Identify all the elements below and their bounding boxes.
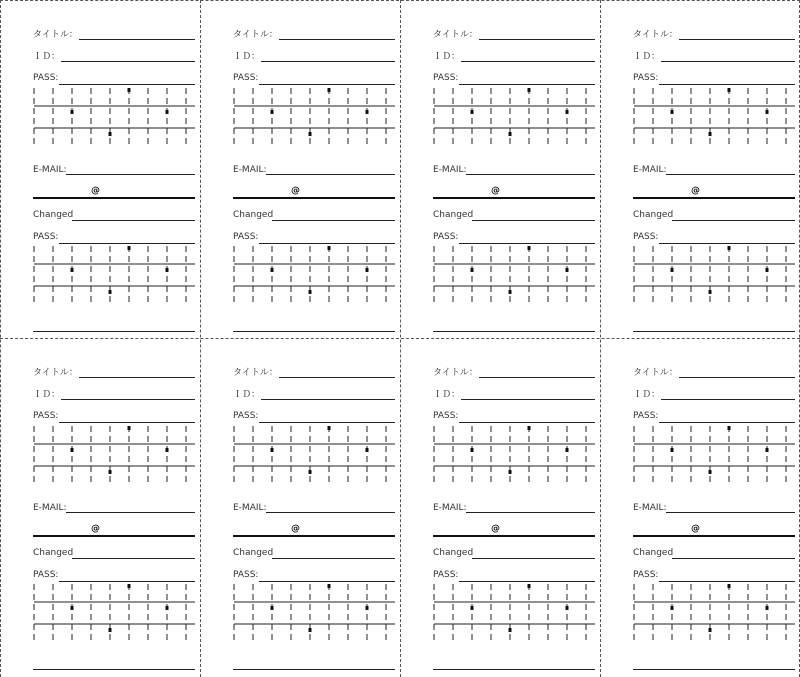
memo-card	[200, 338, 399, 675]
pass-label-2: PASS:	[233, 570, 259, 580]
at-sign: @	[91, 186, 100, 196]
grid-marker	[271, 268, 274, 272]
pass-label: PASS:	[233, 73, 259, 83]
note-line[interactable]	[233, 669, 395, 670]
id-field[interactable]	[661, 61, 795, 62]
email-field[interactable]	[266, 174, 395, 175]
email-label: E-MAIL:	[433, 165, 467, 175]
grid-marker	[166, 268, 169, 272]
note-line[interactable]	[633, 331, 795, 332]
title-field[interactable]	[79, 39, 195, 40]
pass-label-2: PASS:	[633, 232, 659, 242]
at-sign: @	[291, 524, 300, 534]
grid-marker	[528, 584, 531, 588]
grid-marker	[709, 470, 712, 474]
grid-marker	[528, 246, 531, 250]
pass-label: PASS:	[33, 411, 59, 421]
grid-marker	[528, 426, 531, 430]
grid-marker	[271, 110, 274, 114]
title-field[interactable]	[679, 39, 795, 40]
grid-marker	[766, 606, 769, 610]
grid-marker	[328, 88, 331, 92]
email-rule[interactable]	[33, 197, 195, 199]
grid-marker	[528, 88, 531, 92]
grid-marker	[166, 606, 169, 610]
changed-field[interactable]	[472, 558, 595, 559]
grid-marker	[309, 628, 312, 632]
grid-marker	[509, 290, 512, 294]
email-label: E-MAIL:	[433, 503, 467, 513]
memo-card	[600, 338, 799, 675]
grid-marker	[766, 448, 769, 452]
pass-label: PASS:	[633, 73, 659, 83]
grid-marker	[366, 268, 369, 272]
email-rule[interactable]	[633, 197, 795, 199]
email-label: E-MAIL:	[33, 165, 67, 175]
changed-label: Changed	[433, 548, 474, 558]
id-label: ＩＤ：	[233, 52, 261, 62]
memo-card	[600, 0, 799, 337]
cut-line-horizontal	[0, 338, 800, 339]
id-label: ＩＤ：	[433, 390, 461, 400]
memo-card	[0, 0, 199, 337]
grid-marker	[109, 628, 112, 632]
grid-marker	[709, 132, 712, 136]
changed-label: Changed	[33, 548, 74, 558]
note-line[interactable]	[433, 669, 595, 670]
changed-label: Changed	[33, 210, 74, 220]
grid-marker	[671, 448, 674, 452]
id-label: ＩＤ：	[633, 52, 661, 62]
grid-marker	[671, 110, 674, 114]
changed-field[interactable]	[272, 220, 395, 221]
changed-field[interactable]	[272, 558, 395, 559]
password-grid	[0, 86, 199, 150]
email-rule[interactable]	[633, 535, 795, 537]
at-sign: @	[691, 524, 700, 534]
title-label: タイトル：	[633, 368, 678, 378]
note-line[interactable]	[33, 669, 195, 670]
memo-card	[400, 338, 599, 675]
id-field[interactable]	[461, 399, 595, 400]
changed-label: Changed	[633, 210, 674, 220]
pass-field[interactable]	[659, 84, 795, 85]
grid-marker	[566, 268, 569, 272]
password-grid	[0, 424, 199, 488]
grid-marker	[471, 268, 474, 272]
email-rule[interactable]	[233, 197, 395, 199]
grid-marker	[271, 448, 274, 452]
grid-marker	[509, 132, 512, 136]
title-label: タイトル：	[33, 368, 78, 378]
grid-marker	[709, 628, 712, 632]
email-field[interactable]	[66, 512, 195, 513]
email-field[interactable]	[66, 174, 195, 175]
title-label: タイトル：	[633, 30, 678, 40]
grid-marker	[728, 426, 731, 430]
id-label: ＩＤ：	[433, 52, 461, 62]
title-label: タイトル：	[233, 368, 278, 378]
id-field[interactable]	[61, 399, 195, 400]
title-label: タイトル：	[433, 368, 478, 378]
note-line[interactable]	[433, 331, 595, 332]
id-field[interactable]	[461, 61, 595, 62]
grid-marker	[671, 606, 674, 610]
changed-field[interactable]	[72, 220, 195, 221]
pass-label-2: PASS:	[633, 570, 659, 580]
pass-label: PASS:	[633, 411, 659, 421]
pass-label: PASS:	[433, 411, 459, 421]
title-field[interactable]	[279, 39, 395, 40]
email-field[interactable]	[666, 174, 795, 175]
pass-label: PASS:	[433, 73, 459, 83]
grid-marker	[471, 606, 474, 610]
grid-marker	[271, 606, 274, 610]
id-label: ＩＤ：	[33, 52, 61, 62]
id-field[interactable]	[661, 399, 795, 400]
grid-marker	[309, 290, 312, 294]
grid-marker	[471, 448, 474, 452]
pass-field[interactable]	[59, 84, 195, 85]
note-line[interactable]	[233, 331, 395, 332]
id-label: ＩＤ：	[33, 390, 61, 400]
grid-marker	[71, 606, 74, 610]
memo-card	[0, 338, 199, 675]
id-label: ＩＤ：	[233, 390, 261, 400]
email-label: E-MAIL:	[633, 503, 667, 513]
changed-label: Changed	[233, 548, 274, 558]
email-rule[interactable]	[33, 535, 195, 537]
at-sign: @	[291, 186, 300, 196]
email-field[interactable]	[266, 512, 395, 513]
password-grid	[400, 86, 599, 150]
memo-card	[200, 0, 399, 337]
cut-line-edge	[0, 0, 800, 1]
grid-marker	[566, 606, 569, 610]
grid-marker	[728, 88, 731, 92]
grid-marker	[366, 448, 369, 452]
title-field[interactable]	[79, 377, 195, 378]
grid-marker	[328, 426, 331, 430]
password-grid	[200, 86, 399, 150]
changed-label: Changed	[433, 210, 474, 220]
id-field[interactable]	[261, 61, 395, 62]
grid-marker	[328, 246, 331, 250]
password-grid-2	[200, 582, 399, 646]
memo-card	[400, 0, 599, 337]
changed-field[interactable]	[72, 558, 195, 559]
pass-label-2: PASS:	[433, 232, 459, 242]
title-field[interactable]	[679, 377, 795, 378]
id-field[interactable]	[261, 399, 395, 400]
pass-field[interactable]	[259, 84, 395, 85]
email-field[interactable]	[666, 512, 795, 513]
grid-marker	[71, 110, 74, 114]
email-field[interactable]	[466, 512, 595, 513]
email-label: E-MAIL:	[233, 503, 267, 513]
changed-label: Changed	[633, 548, 674, 558]
pass-field[interactable]	[459, 422, 595, 423]
password-grid-2	[0, 582, 199, 646]
grid-marker	[766, 110, 769, 114]
grid-marker	[309, 132, 312, 136]
grid-marker	[728, 584, 731, 588]
password-grid	[400, 424, 599, 488]
title-label: タイトル：	[433, 30, 478, 40]
password-grid-2	[600, 582, 799, 646]
pass-label-2: PASS:	[33, 570, 59, 580]
grid-marker	[128, 88, 131, 92]
grid-marker	[671, 268, 674, 272]
grid-marker	[166, 448, 169, 452]
pass-field[interactable]	[259, 422, 395, 423]
grid-marker	[128, 246, 131, 250]
pass-label-2: PASS:	[33, 232, 59, 242]
pass-label: PASS:	[233, 411, 259, 421]
email-label: E-MAIL:	[633, 165, 667, 175]
password-grid	[600, 424, 799, 488]
password-grid-2	[400, 244, 599, 308]
id-field[interactable]	[61, 61, 195, 62]
pass-label-2: PASS:	[233, 232, 259, 242]
grid-marker	[509, 628, 512, 632]
grid-marker	[509, 470, 512, 474]
title-field[interactable]	[479, 377, 595, 378]
password-grid-2	[0, 244, 199, 308]
grid-marker	[166, 110, 169, 114]
pass-label-2: PASS:	[433, 570, 459, 580]
title-field[interactable]	[479, 39, 595, 40]
grid-marker	[109, 290, 112, 294]
at-sign: @	[491, 524, 500, 534]
changed-field[interactable]	[472, 220, 595, 221]
at-sign: @	[91, 524, 100, 534]
grid-marker	[309, 470, 312, 474]
grid-marker	[328, 584, 331, 588]
email-rule[interactable]	[233, 535, 395, 537]
pass-field[interactable]	[59, 422, 195, 423]
pass-field[interactable]	[459, 84, 595, 85]
changed-field[interactable]	[672, 558, 795, 559]
email-label: E-MAIL:	[233, 165, 267, 175]
title-label: タイトル：	[33, 30, 78, 40]
at-sign: @	[691, 186, 700, 196]
grid-marker	[766, 268, 769, 272]
email-rule[interactable]	[433, 535, 595, 537]
grid-marker	[366, 110, 369, 114]
pass-label: PASS:	[33, 73, 59, 83]
password-grid-2	[400, 582, 599, 646]
changed-label: Changed	[233, 210, 274, 220]
grid-marker	[566, 448, 569, 452]
password-grid-2	[200, 244, 399, 308]
changed-field[interactable]	[672, 220, 795, 221]
id-label: ＩＤ：	[633, 390, 661, 400]
grid-marker	[709, 290, 712, 294]
password-grid-2	[600, 244, 799, 308]
at-sign: @	[491, 186, 500, 196]
note-line[interactable]	[33, 331, 195, 332]
email-rule[interactable]	[433, 197, 595, 199]
email-field[interactable]	[466, 174, 595, 175]
title-label: タイトル：	[233, 30, 278, 40]
grid-marker	[728, 246, 731, 250]
grid-marker	[128, 426, 131, 430]
note-line[interactable]	[633, 669, 795, 670]
grid-marker	[109, 132, 112, 136]
password-grid	[600, 86, 799, 150]
grid-marker	[471, 110, 474, 114]
grid-marker	[71, 268, 74, 272]
pass-field[interactable]	[659, 422, 795, 423]
grid-marker	[366, 606, 369, 610]
grid-marker	[128, 584, 131, 588]
email-label: E-MAIL:	[33, 503, 67, 513]
grid-marker	[566, 110, 569, 114]
title-field[interactable]	[279, 377, 395, 378]
grid-marker	[71, 448, 74, 452]
grid-marker	[109, 470, 112, 474]
password-grid	[200, 424, 399, 488]
